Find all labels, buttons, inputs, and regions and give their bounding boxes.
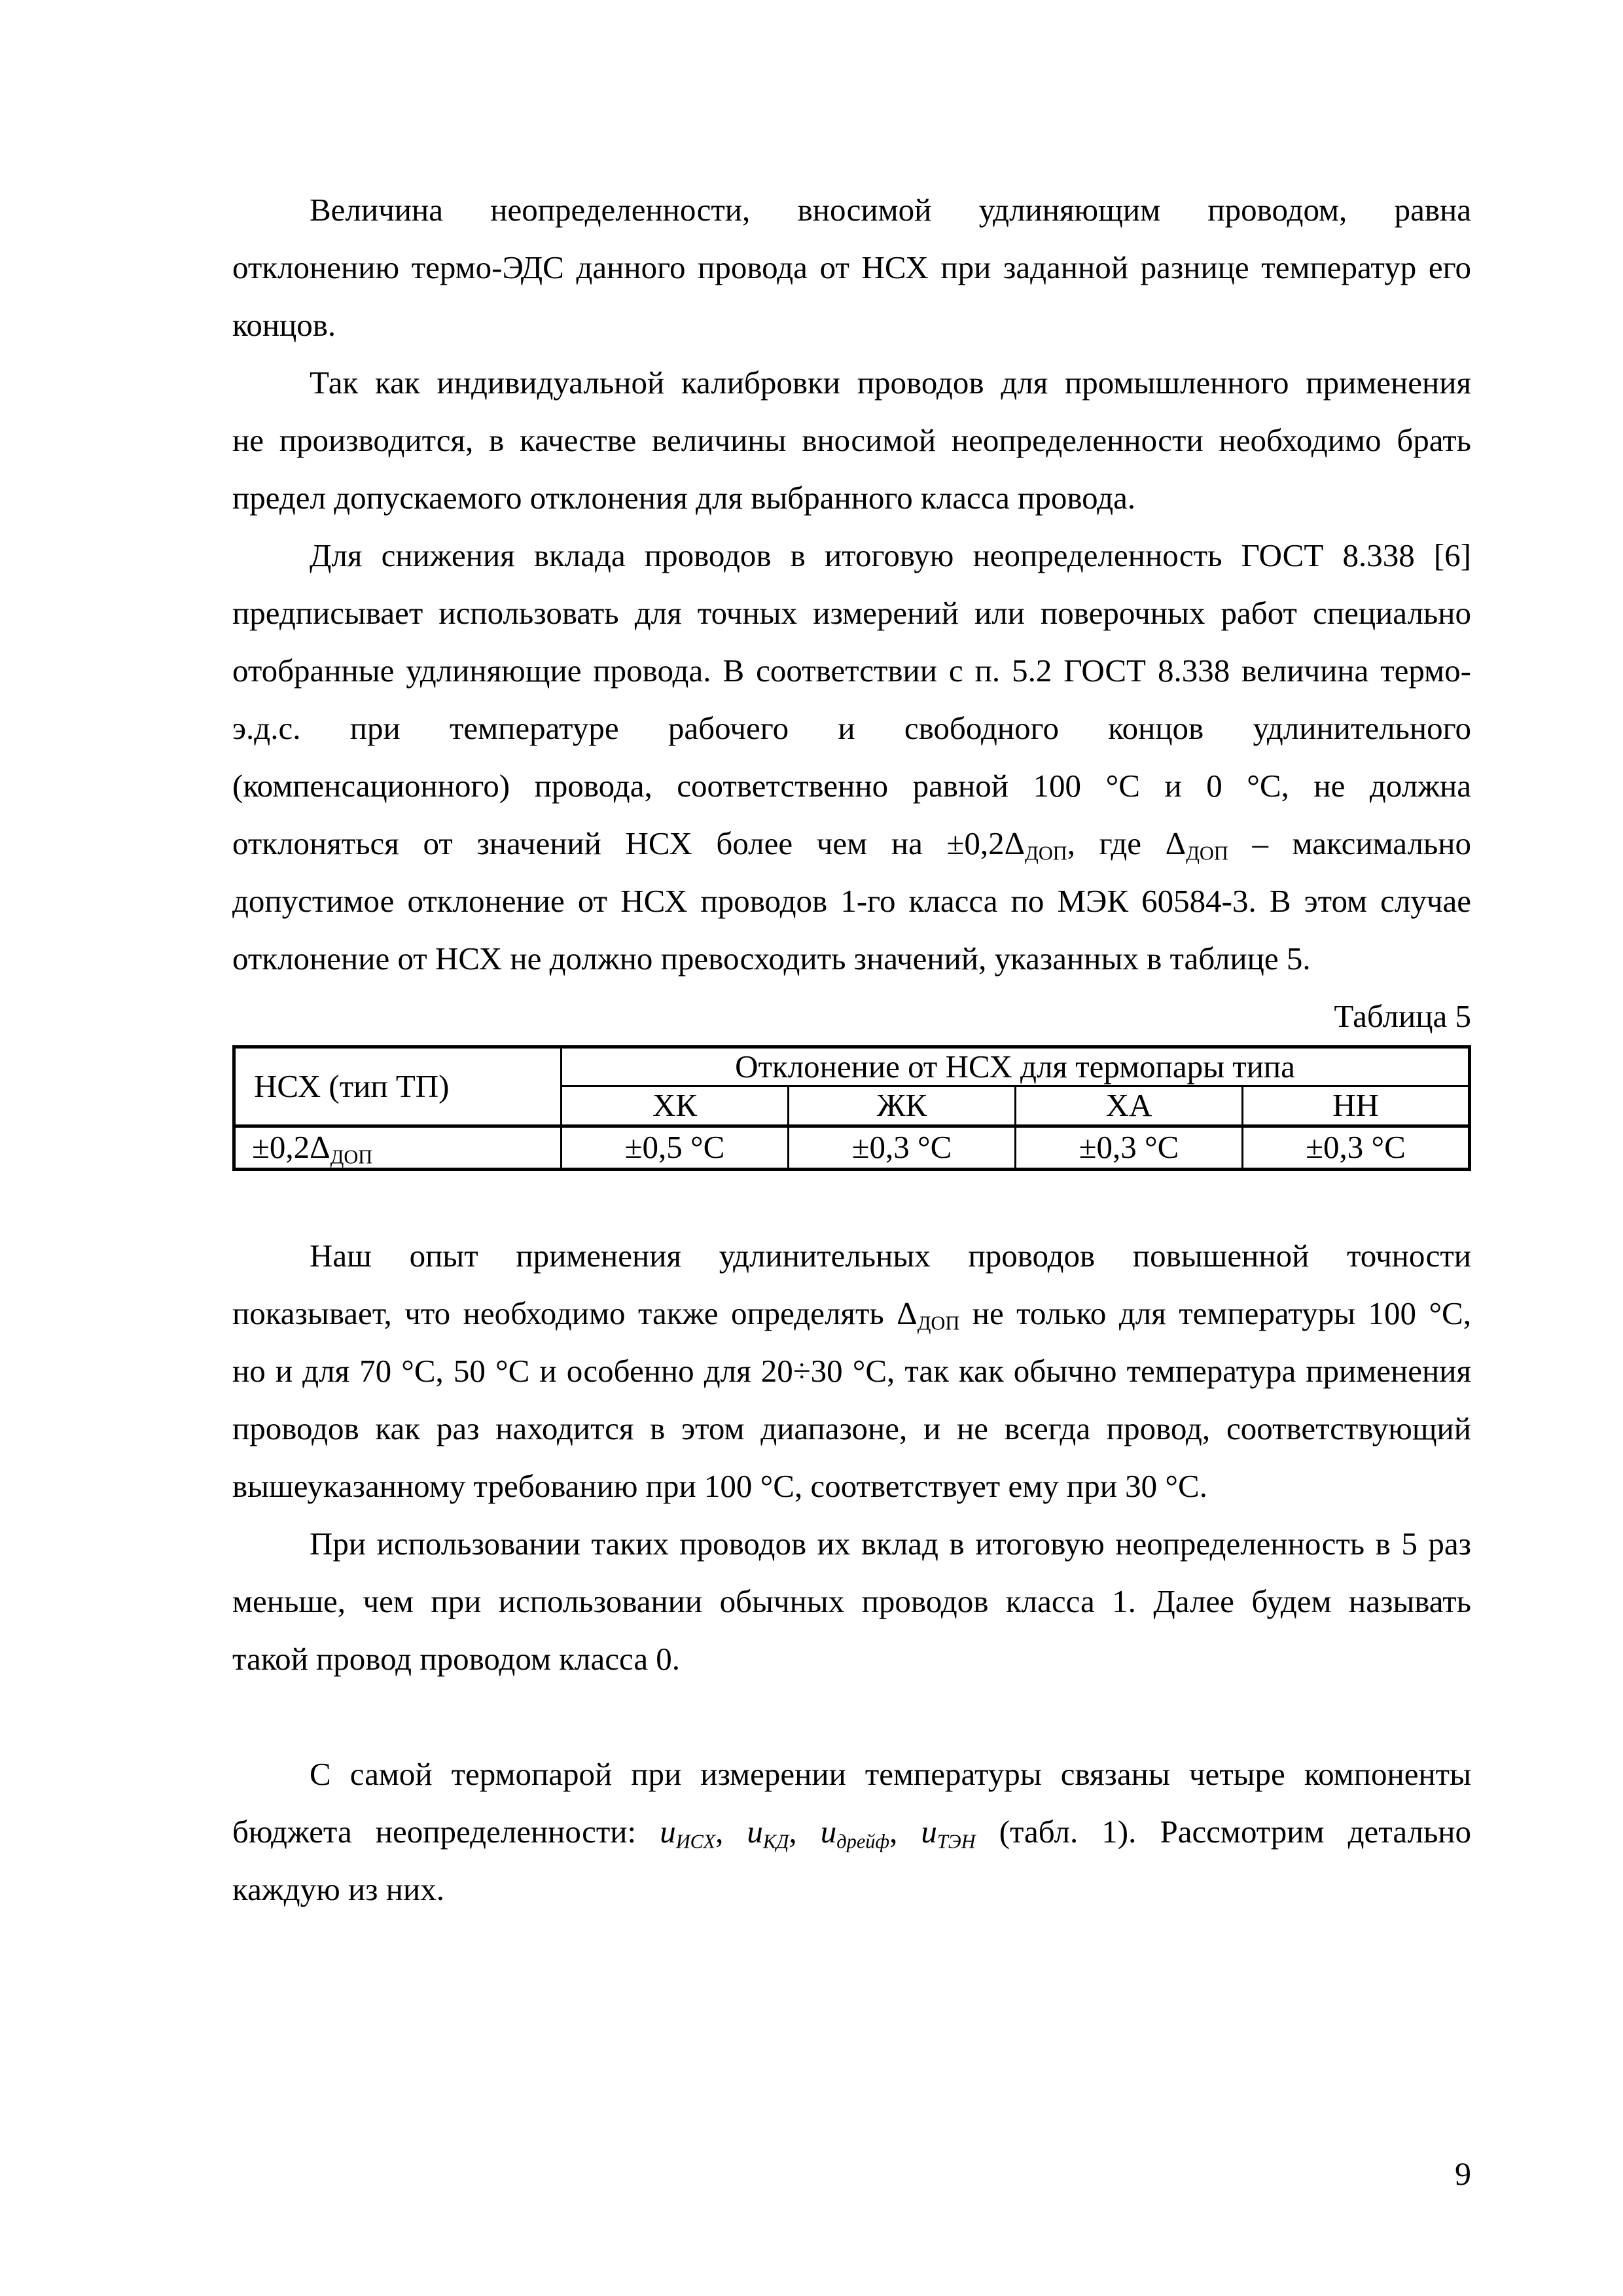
paragraph-2 [232,354,1471,527]
text-line: предел допускаемого отклонения для выбранного класса провода. [232,480,1136,516]
paragraph-3 [232,527,1471,988]
text-line: каждую из них. [232,1871,444,1907]
text-line: э.д.с. при температуре рабочего и свободного концов удлинительного [232,710,1471,746]
text-line: Величина неопределенности, вносимой удлиняющим проводом, равна [310,192,1471,228]
text-line: Наш опыт применения удлинительных проводов повышенной точности [310,1237,1471,1274]
text-line: отклонение от НСХ не должно превосходить значений, указанных в таблице 5. [232,941,1311,977]
text-line: Так как индивидуальной калибровки проводов для промышленного применения [310,365,1471,401]
text-line: концов. [232,307,336,343]
text-line: но и для 70 °С, 50 °С и особенно для 20÷30 °С, так как обычно температура применения [232,1352,1471,1389]
text-line: бюджета неопределенности: $u_{ИСХ}$, $u_{КД}$, $u_{дрейф}$, $u_{ТЭН}$ (табл. 1). Рассмотрим детально [232,1813,1472,1853]
table-column-header-zhk: ЖК [789,1086,1016,1126]
table-corner-header-cell: НСХ (тип ТП) [234,1047,562,1126]
table-span-header-cell: Отклонение от НСХ для термопары типа [562,1047,1470,1086]
table-value-cell: ±0,3 °С [789,1126,1016,1169]
text-line: С самой термопарой при измерении температуры связаны четыре компоненты [310,1755,1471,1792]
table-value-cell: ±0,3 °С [1016,1126,1243,1169]
table-row-label-cell: $\pm 0,2\Delta_{ДОП}$ [234,1126,562,1169]
text-line: (компенсационного) провода, соответственно равной 100 °С и 0 °С, не должна [232,768,1471,804]
table-caption: Таблица 5 [1334,998,1471,1034]
paragraph-4 [232,1227,1471,1515]
text-line: При использовании таких проводов их вклад в итоговую неопределенность в 5 раз [310,1525,1471,1562]
paragraph-1 [232,181,1471,354]
text-line: проводов как раз находится в этом диапазоне, и не всегда провод, соответствующий [232,1410,1471,1446]
text-line: показывает, что необходимо также определять $\Delta_{ДОП}$ не только для температуры 100 °С, [232,1295,1471,1335]
text-line: предписывает использовать для точных измерений или поверочных работ специально [232,595,1471,631]
paragraph-5 [232,1515,1471,1688]
text-line: допустимое отклонение от НСХ проводов 1-го класса по МЭК 60584-3. В этом случае [232,883,1471,919]
text-line: отобранные удлиняющие провода. В соответствии с п. 5.2 ГОСТ 8.338 величина термо- [232,653,1471,689]
table-value-cell: ±0,5 °С [562,1126,789,1169]
table-column-header-nn: НН [1243,1086,1470,1126]
table-header-row-1 [234,1047,1470,1086]
text-line: Для снижения вклада проводов в итоговую неопределенность ГОСТ 8.338 [6] [310,537,1471,573]
text-line: не производится, в качестве величины вносимой неопределенности необходимо брать [232,422,1471,458]
table-value-cell: ±0,3 °С [1243,1126,1470,1169]
text-line: отклоняться от значений НСХ более чем на $\pm 0,2\Delta_{ДОП}$, где $\Delta_{ДОП}$ – максимально [232,825,1471,865]
table-data-row [234,1126,1470,1169]
blank-line [232,1688,1471,1746]
page-number: 9 [1455,2155,1471,2192]
text-line: меньше, чем при использовании обычных проводов класса 1. Далее будем называть [232,1583,1471,1619]
deviation-table [232,1045,1471,1171]
text-line: такой провод проводом класса 0. [232,1640,681,1677]
table-column-header-xa: ХА [1016,1086,1243,1126]
text-flow [232,181,1471,1918]
text-line: вышеуказанному требованию при 100 °С, соответствует ему при 30 °С. [232,1467,1207,1504]
table-column-header-xk: ХК [562,1086,789,1126]
paragraph-6 [232,1746,1471,1918]
text-line: отклонению термо-ЭДС данного провода от НСХ при заданной разнице температур его [232,249,1471,285]
